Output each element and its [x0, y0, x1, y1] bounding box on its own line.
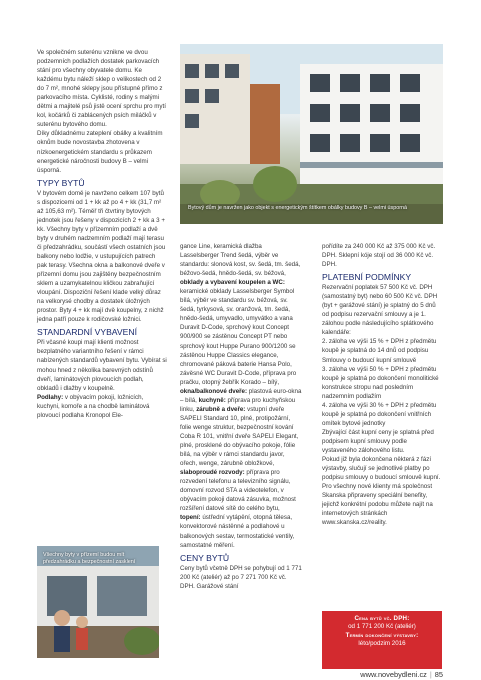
terrace-photo [37, 546, 159, 658]
current-text: příprava pro rozvedení telefonu a televizního signálu, domovní rozvod STA a videotelefon, v obývacím pokoji datová zásuvka, možnost rozšíření datové sítě do celého bytu, [180, 469, 296, 513]
energy-paragraph: Díky důkladnému zateplení obálky a kvalitním oknům bude novostavba zhotovena v nízkoenergetickém standardu s průkazem energetické náročnosti budovy B – velmi úsporná. [37, 130, 163, 174]
terrace-caption: Všechny byty v přízemí budou mít předzahrádku a bezpečnostní zasklení [43, 552, 136, 565]
page-number: 85 [434, 670, 443, 679]
heading-prices: CENY BYTŮ [180, 552, 230, 563]
footer-separator: | [429, 670, 432, 679]
kitchen-text: příprava pro kuchyňskou linku, [180, 396, 296, 413]
payment-remainder: Zbývající část kupní ceny je splatná před podpisem kupní smlouvy podle vystaveného zálohového listu. [322, 428, 434, 454]
col2-paragraph [180, 242, 302, 550]
windows-text: plastová euro-okna – bílá, [180, 387, 302, 404]
windows-label: okna/balkonové dveře: [180, 387, 248, 395]
heating-label: topení: [180, 514, 201, 522]
payment-step-2: 2. záloha ve výši 15 % + DPH z předmětu koupě je splatná do 14 dnů od podpisu Smlouvy o budoucí kupní smlouvě [322, 338, 437, 364]
footer-url[interactable]: www.novebydleni.cz [360, 670, 427, 679]
floors-continued: gance Line, keramická dlažba Lasselsberger Trend šedá, výběr ve standardu: slonová kost, sv. šedá, tm. šedá, béžovo-šedá, hnědo-šedá, sv. béžová, [180, 243, 301, 278]
completion-value: léto/podzim 2016 [358, 640, 406, 648]
hero-caption: Bytový dům je navržen jako objekt s energetickým štítkem obálky budovy B – velmi úsporná [188, 205, 408, 211]
building-illustration [180, 44, 443, 224]
intro-paragraph: Ve společném suterénu vznikne ve dvou podzemních podlažích dostatek parkovacích stání pro všechny obyvatele domu. Ke každému bytu náleží sklep o velikostech od 2 do 7 m², mnohé sklepy jsou přístupné přímo z parkovacího místa. Cyklisté, rodiny s malými dětmi a majitelé psů jistě ocení sprchu pro mytí kol, kočárků či zablácených psích miláčků v suterénu bytového domu. [37, 49, 166, 129]
garage-paragraph: pořídíte za 240 000 Kč až 375 000 Kč vč. DPH. Sklepní kóje stojí od 36 000 Kč vč. DPH. [322, 243, 436, 269]
payment-step-4: 4. záloha ve výši 30 % + DPH z předmětu koupě je splatná po dokončení vnitřních omítek bytové jednotky [322, 401, 437, 427]
bath-label: obklady a vybavení koupelen a WC: [180, 279, 285, 287]
column-1 [37, 48, 167, 420]
kitchen-label: kuchyně: [198, 396, 226, 404]
heating-text: ústřední vytápění, otopná tělesa, konvektorové nástěnné a podlahové u balkonových sestav, termostatické ventily, samostatné měření. [180, 514, 295, 549]
heading-standard: STANDARDNÍ VYBAVENÍ [37, 327, 137, 338]
payment-step-3: 3. záloha ve výši 50 % + DPH z předmětu koupě je splatná po dokončení monolitické konstrukce stropu nad posledním nadzemním podlažím [322, 365, 439, 400]
bath-text: keramické obklady Lasselsberger Symbol bílá, výběr ve standardu sv. béžová, sv. šedá, tyrkysová, sv. oranžová, tm. šedá, hnědo-šedá, umyvadlo, umyvátko a vana Duravit D-Code, sprchový kout Concept 900/900 se zástěnou Concept PT nebo sprchový kout Huppe Purano 900/1200 se zástěnou Huppe Classics elegance, chromované páková baterie Hansa Polo, závěsné WC Duravit D-Code, příprava pro pračku, otopný žebřík Korado – bílý, [180, 288, 297, 386]
floors-label: Podlahy: [37, 393, 64, 401]
floors-text: v obývacím pokoji, ložnicích, kuchyni, komoře a na chodbě laminátová plovoucí podlaha Kronopol Ele- [37, 393, 150, 419]
prices-paragraph: Ceny bytů včetně DPH se pohybují od 1 771 200 Kč (ateliér) až po 7 271 700 Kč vč. DPH. Garážové stání [180, 564, 302, 590]
standard-paragraph: Při včasné koupi mají klienti možnost bezplatného variantního řešení v rámci nabízených standardů vybavení bytu. Vybírat si mohou hned z několika barevných odstínů dveří, laminátových plovoucích podlah, obkladů i dlažby v koupelně. [37, 339, 167, 392]
current-label: slaboproudé rozvody: [180, 469, 245, 477]
page-footer [360, 670, 443, 679]
column-2 [180, 242, 302, 591]
column-3 [322, 242, 442, 527]
payment-paragraph: Rezervační poplatek 57 500 Kč vč. DPH (samostatný byt) nebo 60 500 Kč vč. DPH (byt + garážové stání) je splatný do 5 dnů od podpisu rezervační smlouvy a je 1. zálohou podle následujícího splátkového kalendáře: [322, 284, 438, 337]
completion-label: Termín dokončení výstavby: [345, 631, 419, 639]
heading-payment: PLATEBNÍ PODMÍNKY [322, 272, 412, 283]
price-summary-box [322, 611, 442, 669]
floors-paragraph [37, 393, 167, 420]
doors-text: vstupní dveře SAPELI Standard 10, plné, protipožární, folie wenge struktur, bezpečnostní kování Coba R 101, vnitřní dveře SAPELI Elegant, plné, prosklené do obývacího pokoje, fólie bílá, na výběr v rámci standardu javor, ořech, wenge, zárubně obložkové, [180, 405, 299, 468]
price-value: od 1 771 200 Kč (ateliér) [348, 623, 416, 631]
heading-types: TYPY BYTŮ [37, 177, 85, 188]
types-paragraph: V bytovém domě je navrženo celkem 107 bytů s dispozicemi od 1 + kk až po 4 + kk (31,7 m² až 105,63 m²). Téměř tři čtvrtiny bytových jednotek jsou řešeny v dispozicích 2 + kk a 3 + kk. Všechny byty v přízemním podlaží a dvě byty v druhém nadzemním podlaží mají terasu či předzahrádku, součástí všech ostatních jsou balkony nebo lodžie, v ustupujících patrech pak terasy. Všechna okna a balkonové dveře v přízemní domu jsou zajištěny bezpečnostním sklem a uzamykatelnou kličkou zabraňující vloupání. Dispoziční řešení klade velký důraz na velkorysé chodby a dostatek úložných prostor. Byty 4 + kk mají dvě koupelny, z nichž jedna patří pouze k rodičovské ložnici. [37, 189, 166, 324]
doors-label: zárubně a dveře: [196, 405, 246, 413]
price-label: Cena bytů vč. DPH: [354, 615, 410, 622]
hero-photo [180, 44, 443, 224]
payment-benefits: Pokud již byla dokončena některá z fází výstavby, slučují se jednotlivé platby po podpisu smlouvy o budoucí smlouvě kupní. Pro všechny nové klienty má společnost Skanska připraveny speciální benefity, jejichž konkrétní podobu můžete najít na internetových stránkách www.skanska.cz/reality. [322, 456, 441, 527]
